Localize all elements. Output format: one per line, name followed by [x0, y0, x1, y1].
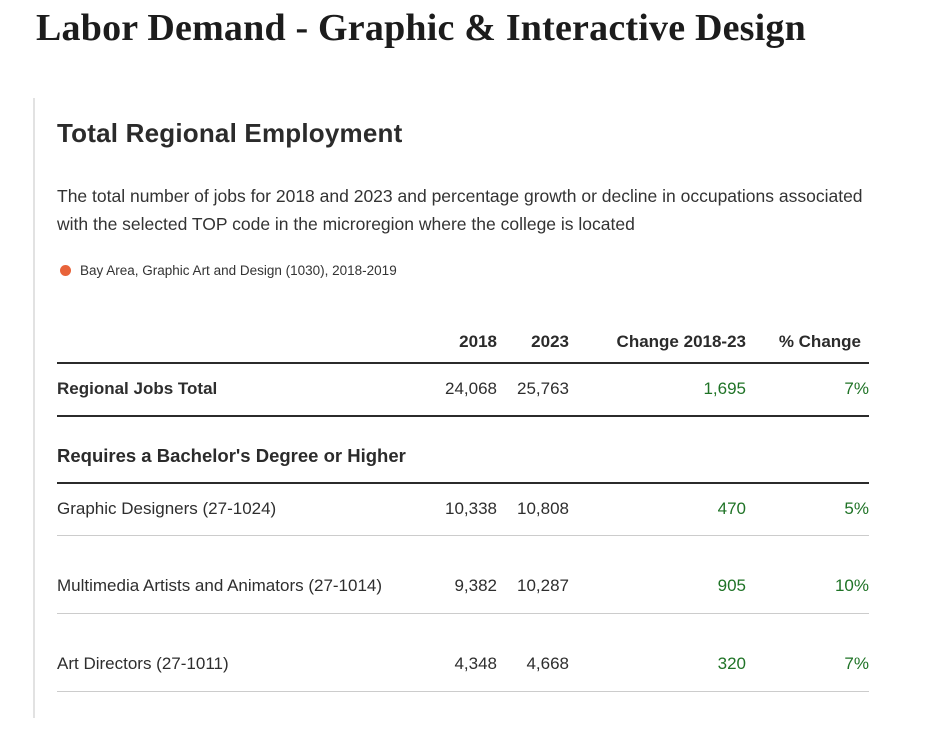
value-pct-change: 7% [844, 379, 869, 398]
value-2018: 4,348 [454, 654, 497, 673]
value-change: 470 [717, 499, 746, 518]
subsection-title: Requires a Bachelor's Degree or Higher [57, 445, 869, 484]
value-2023: 4,668 [526, 654, 569, 673]
employment-summary-table [57, 332, 869, 417]
value-2018: 9,382 [454, 576, 497, 595]
legend-label: Bay Area, Graphic Art and Design (1030), 2018-2019 [80, 263, 397, 278]
table-row-regional-total [57, 363, 869, 416]
table-row-multimedia-artists [57, 536, 869, 614]
value-2023: 10,287 [517, 576, 569, 595]
page-title: Labor Demand - Graphic & Interactive Design [36, 7, 806, 49]
value-change: 905 [717, 576, 746, 595]
value-2018: 24,068 [445, 379, 497, 398]
table-row-graphic-designers [57, 484, 869, 536]
row-label: Multimedia Artists and Animators (27-1014) [57, 576, 383, 595]
value-2018: 10,338 [445, 499, 497, 518]
legend-dot-icon [60, 265, 71, 276]
table-header-row [57, 332, 869, 363]
column-header-2023: 2023 [531, 332, 569, 351]
column-header-label [57, 332, 427, 363]
legend [57, 263, 903, 278]
column-header-2018: 2018 [459, 332, 497, 351]
value-2023: 10,808 [517, 499, 569, 518]
value-change: 1,695 [703, 379, 746, 398]
row-label: Art Directors (27-1011) [57, 654, 229, 673]
section-description: The total number of jobs for 2018 and 2023 and percentage growth or decline in occupations associated with the selected TOP code in the microregion where the college is located [57, 186, 863, 234]
row-label: Graphic Designers (27-1024) [57, 499, 277, 518]
value-pct-change: 7% [844, 654, 869, 673]
value-2023: 25,763 [517, 379, 569, 398]
column-header-change: Change 2018-23 [616, 332, 746, 351]
value-change: 320 [717, 654, 746, 673]
row-label: Regional Jobs Total [57, 379, 218, 398]
table-row-art-directors [57, 614, 869, 692]
content-panel [33, 98, 903, 718]
value-pct-change: 5% [844, 499, 869, 518]
value-pct-change: 10% [834, 576, 869, 595]
section-title: Total Regional Employment [57, 118, 403, 148]
occupations-table [57, 484, 869, 692]
column-header-pct-change: % Change [778, 332, 861, 351]
